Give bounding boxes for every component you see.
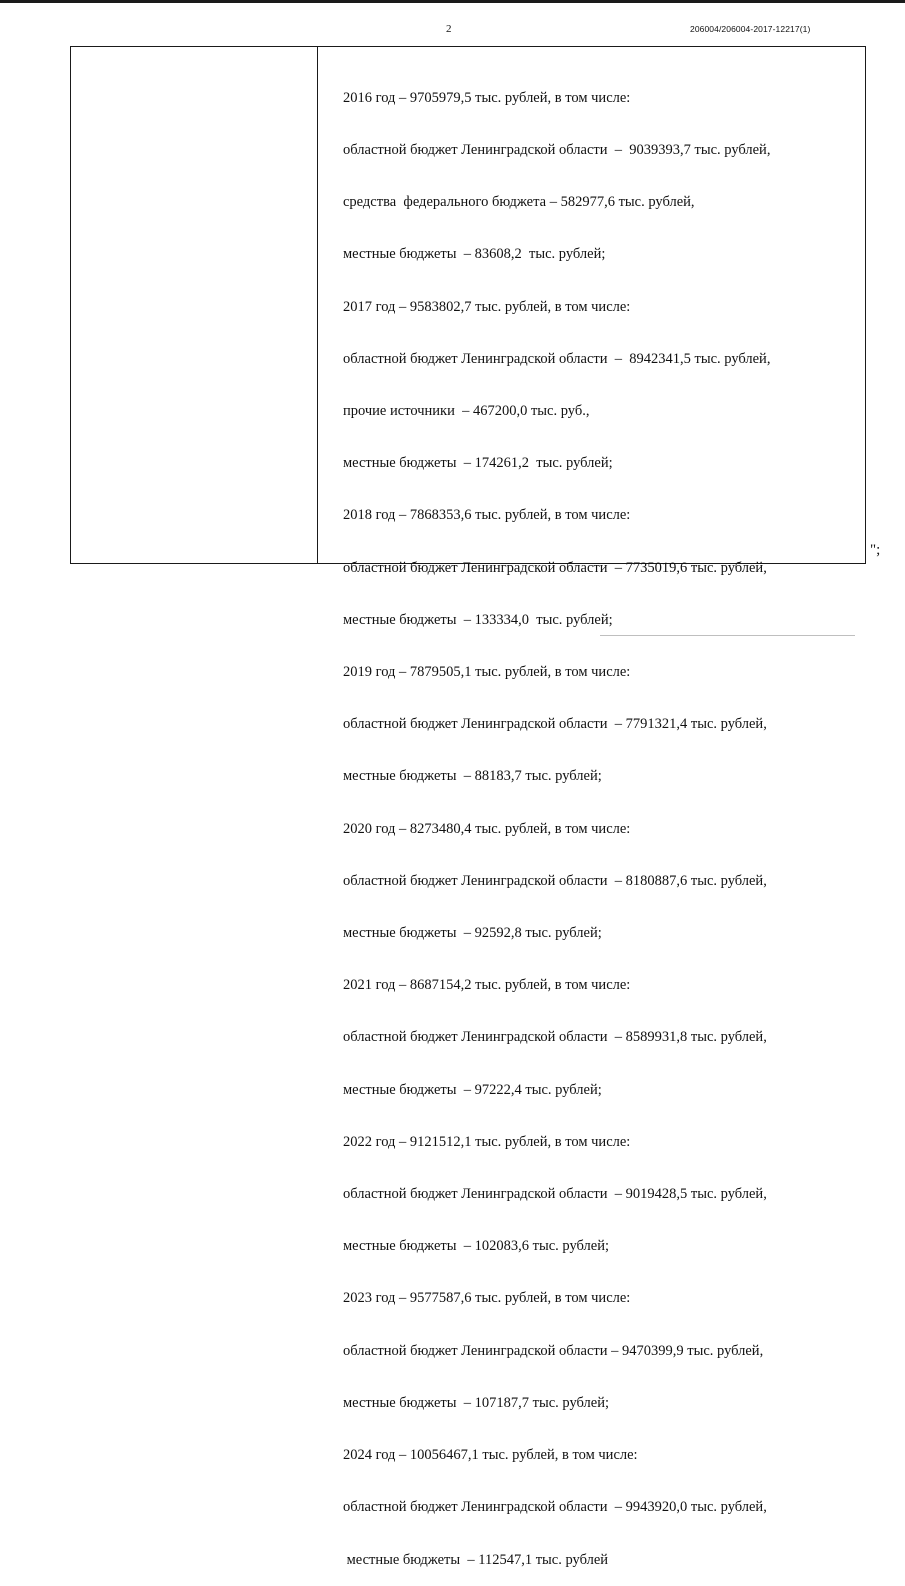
table-column-divider (317, 46, 318, 564)
scan-edge-mark (600, 635, 855, 636)
text-line: местные бюджеты – 174261,2 тыс. рублей; (343, 455, 613, 472)
text-line: областной бюджет Ленинградской области – 9019428,5 тыс. рублей, (343, 1186, 767, 1203)
text-line: областной бюджет Ленинградской области – 9470399,9 тыс. рублей, (343, 1342, 764, 1359)
text-line-year-2022: 2022 год – 9121512,1 тыс. рублей, в том числе: (343, 1133, 631, 1150)
text-line-year-2024: 2024 год – 10056467,1 тыс. рублей, в том числе: (343, 1447, 638, 1464)
closing-quote-mark: "; (870, 542, 881, 558)
text-line: областной бюджет Ленинградской области – 7735019,6 тыс. рублей, (343, 559, 767, 576)
text-line-year-2020: 2020 год – 8273480,4 тыс. рублей, в том числе: (343, 820, 631, 837)
text-line: местные бюджеты – 92592,8 тыс. рублей; (343, 925, 602, 942)
text-line-year-2016: 2016 год – 9705979,5 тыс. рублей, в том числе: (343, 89, 631, 106)
table-left-cell (71, 47, 316, 563)
text-line: прочие источники – 467200,0 тыс. руб., (343, 403, 590, 420)
top-border-line (0, 0, 905, 3)
text-line-year-2018: 2018 год – 7868353,6 тыс. рублей, в том числе: (343, 507, 631, 524)
funding-breakdown-text (343, 55, 863, 1586)
text-line: областной бюджет Ленинградской области – 8589931,8 тыс. рублей, (343, 1029, 767, 1046)
text-line: местные бюджеты – 88183,7 тыс. рублей; (343, 768, 602, 785)
text-line: местные бюджеты – 102083,6 тыс. рублей; (343, 1238, 609, 1255)
text-line: областной бюджет Ленинградской области – 8180887,6 тыс. рублей, (343, 872, 767, 889)
page-number: 2 (446, 23, 452, 35)
text-line: областной бюджет Ленинградской области – 9943920,0 тыс. рублей, (343, 1499, 767, 1516)
text-line: местные бюджеты – 133334,0 тыс. рублей; (343, 611, 613, 628)
text-line-year-2019: 2019 год – 7879505,1 тыс. рублей, в том числе: (343, 664, 631, 681)
text-line-year-2017: 2017 год – 9583802,7 тыс. рублей, в том числе: (343, 298, 631, 315)
document-code: 206004/206004-2017-12217(1) (690, 24, 811, 34)
text-line: областной бюджет Ленинградской области – 9039393,7 тыс. рублей, (343, 142, 771, 159)
text-line-year-2023: 2023 год – 9577587,6 тыс. рублей, в том числе: (343, 1290, 631, 1307)
text-line: областной бюджет Ленинградской области – 8942341,5 тыс. рублей, (343, 350, 771, 367)
text-line: областной бюджет Ленинградской области – 7791321,4 тыс. рублей, (343, 716, 767, 733)
text-line: местные бюджеты – 107187,7 тыс. рублей; (343, 1394, 609, 1411)
text-line-year-2021: 2021 год – 8687154,2 тыс. рублей, в том числе: (343, 977, 631, 994)
text-line: местные бюджеты – 112547,1 тыс. рублей (343, 1551, 609, 1568)
text-line: местные бюджеты – 83608,2 тыс. рублей; (343, 246, 606, 263)
text-line: средства федерального бюджета – 582977,6 тыс. рублей, (343, 194, 695, 211)
text-line: местные бюджеты – 97222,4 тыс. рублей; (343, 1081, 602, 1098)
